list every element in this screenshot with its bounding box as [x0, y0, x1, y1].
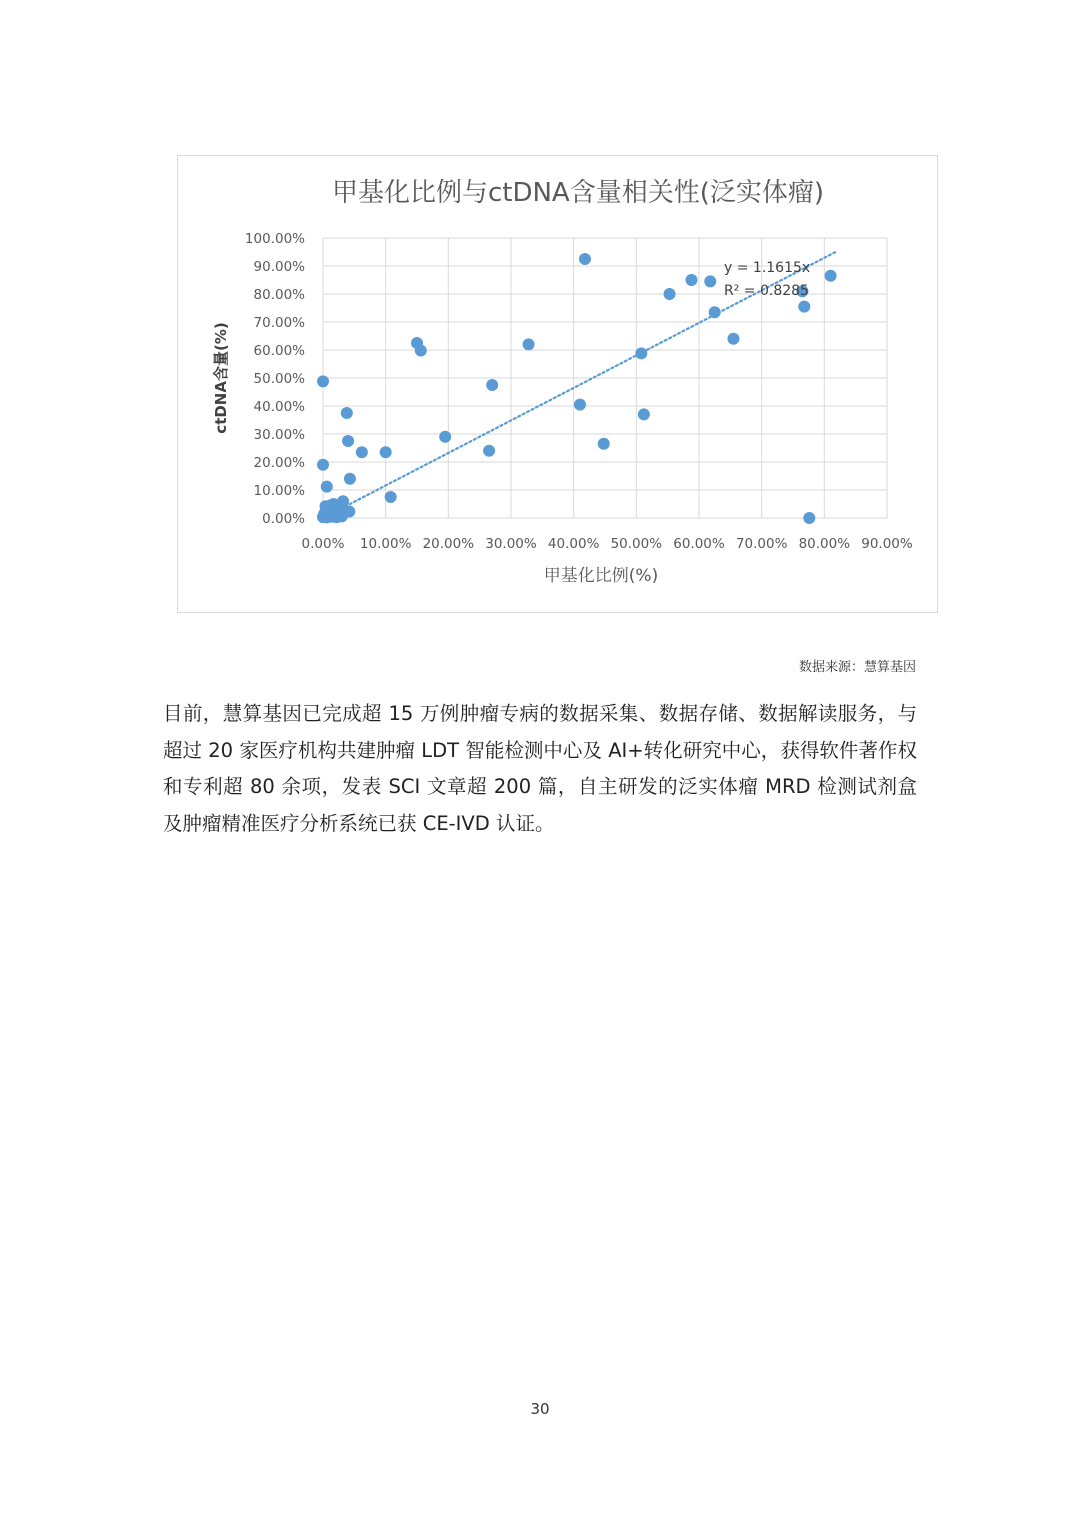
data-point	[483, 445, 495, 457]
data-point	[598, 438, 610, 450]
y-tick-label: 60.00%	[253, 343, 305, 359]
data-point	[579, 253, 591, 265]
data-point	[317, 375, 329, 387]
data-point	[344, 473, 356, 485]
trendline-r2: R² = 0.8285	[724, 283, 809, 299]
x-axis-label: 甲基化比例(%)	[543, 566, 659, 586]
x-tick-label: 30.00%	[485, 536, 537, 552]
data-point	[798, 301, 810, 313]
y-tick-label: 90.00%	[253, 259, 305, 275]
chart-title: 甲基化比例与ctDNA含量相关性(泛实体瘤)	[331, 178, 825, 208]
x-tick-label: 10.00%	[359, 536, 412, 552]
y-tick-label: 70.00%	[253, 315, 305, 331]
data-point	[825, 270, 837, 282]
body-paragraph: 目前，慧算基因已完成超 15 万例肿瘤专病的数据采集、数据存储、数据解读服务，与超过 20 家医疗机构共建肿瘤 LDT 智能检测中心及 AI+转化研究中心，获得软件著作权和专利超 80 余项，发表 SCI 文章超 200 篇，自主研发的泛实体瘤 MRD 检测试剂盒及肿瘤精准医疗分析系统已获 CE-IVD 认证。	[163, 702, 917, 835]
y-tick-label: 80.00%	[253, 287, 305, 303]
page-number: 30	[530, 1400, 550, 1418]
data-point	[635, 347, 647, 359]
data-point	[574, 399, 586, 411]
data-point	[356, 446, 368, 458]
data-point	[709, 306, 721, 318]
data-point	[317, 459, 329, 471]
data-point	[343, 506, 355, 518]
data-point	[380, 446, 392, 458]
x-tick-label: 40.00%	[547, 536, 600, 552]
x-tick-label: 0.00%	[301, 536, 345, 552]
data-point	[342, 435, 354, 447]
data-point	[320, 500, 332, 512]
data-point	[803, 512, 815, 524]
data-point	[439, 431, 451, 443]
data-source-note: 数据来源：慧算基因	[798, 660, 916, 675]
chart-container	[177, 155, 938, 613]
data-point	[321, 481, 333, 493]
x-tick-label: 90.00%	[861, 536, 913, 552]
data-point	[337, 495, 349, 507]
x-tick-label: 60.00%	[673, 536, 725, 552]
y-tick-label: 20.00%	[253, 455, 305, 471]
y-tick-label: 100.00%	[244, 231, 305, 247]
y-tick-label: 0.00%	[262, 511, 305, 527]
x-tick-label: 80.00%	[798, 536, 851, 552]
gridlines	[323, 238, 887, 518]
x-tick-label: 50.00%	[610, 536, 663, 552]
y-tick-label: 30.00%	[253, 427, 305, 443]
data-point	[415, 345, 427, 357]
data-point	[727, 333, 739, 345]
data-point	[486, 379, 498, 391]
data-point	[638, 408, 650, 420]
y-tick-label: 50.00%	[253, 371, 305, 387]
data-point	[385, 491, 397, 503]
x-tick-label: 20.00%	[422, 536, 475, 552]
y-tick-label: 40.00%	[253, 399, 305, 415]
data-point	[685, 274, 697, 286]
data-point	[704, 275, 716, 287]
scatter-chart	[178, 156, 939, 614]
trendline-equation: y = 1.1615x	[724, 260, 811, 276]
data-point	[341, 407, 353, 419]
data-point	[523, 338, 535, 350]
x-tick-label: 70.00%	[735, 536, 788, 552]
y-tick-label: 10.00%	[253, 483, 305, 499]
y-axis-label: ctDNA含量(%)	[212, 322, 230, 434]
data-point	[664, 288, 676, 300]
